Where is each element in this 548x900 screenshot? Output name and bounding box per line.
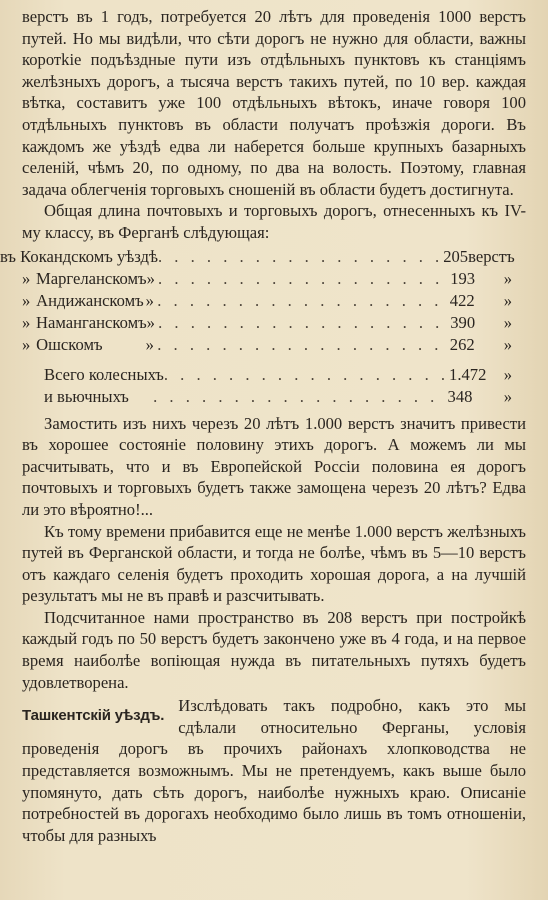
paragraph-tashkent: Изслѣдовать такъ подробно, какъ это мы сдѣлали относительно Ферганы, условія проведенія дорогъ въ прочихъ районахъ хлопководства не представляется возможнымъ. Мы не претендуемъ, какъ выше было упомянуто, дать сѣть дорогъ, наиболѣе нужныхъ краю. Описаніе потребностей въ дорогахъ необходимо было лишь въ томъ отношеніи, чтобы для разныхъ: [22, 696, 526, 845]
leader-dots: . . . . . . . . . . . . . . . . . .: [158, 312, 444, 332]
leader-dots: . . . . . . . . . . . . . . . . . .: [163, 364, 450, 384]
table-row: » Андижанскомъ » . . . . . . . . . . . . . . . . . . 422 »: [22, 290, 513, 310]
table-total-row: и вьючныхъ . . . . . . . . . . . . . . . . . . 348 »: [44, 386, 512, 406]
leader-dots: . . . . . . . . . . . . . . . . . .: [158, 246, 444, 266]
paragraph-paving: Замостить изъ нихъ черезъ 20 лѣтъ 1.000 верстъ значитъ привести въ хорошее состояніе половину этихъ дорогъ. А можемъ ли мы расчитывать, что и въ Европейской Россіи половина ея дорогъ почтовыхъ и торговыхъ будетъ также замощена черезъ 20 лѣтъ? Едва ли это вѣроятно!...: [22, 413, 526, 519]
section-heading: Ташкентскій уѣздъ.: [22, 707, 165, 725]
table-row: » Ошскомъ » . . . . . . . . . . . . . . . . . . 262 »: [22, 334, 513, 354]
leader-dots: . . . . . . . . . . . . . . . . . .: [157, 334, 443, 354]
table-row: » Маргеланскомъ » . . . . . . . . . . . . . . . . . . 193 »: [22, 268, 513, 288]
leader-dots: . . . . . . . . . . . . . . . . . .: [157, 290, 443, 310]
paragraph-calculation: Подсчитанное нами пространство въ 208 верстъ при постройкѣ каждый годъ по 50 верстъ будетъ закончено уже въ 4 года, и на первое время наиболѣе вопіющая нужда въ питательныхъ путяхъ будетъ удовлетворена.: [22, 607, 526, 692]
leader-dots: . . . . . . . . . . . . . . . . . .: [153, 386, 439, 406]
paragraph-continuation: верстъ въ 1 годъ, потребуется 20 лѣтъ для проведенія 1000 верстъ путей. Но мы видѣли, что сѣти дорогъ не нужно для области, важны коротkie подъѣздные пути изъ отдѣльныхъ пунктовъ къ станціямъ желѣзныхъ дорогъ, а тысяча верстъ такихъ путей, по 10 вер. каждая вѣтка, составитъ уже 100 отдѣльныхъ вѣтокъ, иначе говоря 100 отдѣльныхъ пунктовъ въ области получатъ проѣзжія дороги. Въ каждомъ же уѣздѣ едва ли наберется больше крупныхъ базарныхъ селеній, чѣмъ 20, по одному, по два на волость. Поэтому, главная задача облегченія торговыхъ сношеній въ области будетъ достигнута.: [22, 7, 526, 199]
leader-dots: . . . . . . . . . . . . . . . . . .: [158, 268, 444, 288]
table-row: » Наманганскомъ » . . . . . . . . . . . . . . . . . . 390 »: [22, 312, 512, 332]
table-total-row: Всего колесныхъ . . . . . . . . . . . . . . . . . . 1.472 »: [44, 364, 512, 384]
paragraph-railways: Къ тому времени прибавится еще не менѣе 1.000 верстъ желѣзныхъ путей въ Ферганской области, и тогда не болѣе, чѣмъ въ 5—10 верстъ отъ каждаго селенія будетъ проходить хорошая дорога, а на лучшій результатъ мы не въ правѣ и разсчитывать.: [22, 521, 526, 606]
section-tashkent: [22, 695, 526, 846]
road-length-table: [0, 246, 526, 409]
table-row: въ Кокандскомъ уѣздѣ . . . . . . . . . . . . . . . . . . 205 верстъ: [0, 246, 515, 266]
paragraph-road-length-intro: Общая длина почтовыхъ и торговыхъ дорогъ, отнесенныхъ къ IV-му классу, въ Ферганѣ слѣдующая:: [22, 201, 526, 242]
